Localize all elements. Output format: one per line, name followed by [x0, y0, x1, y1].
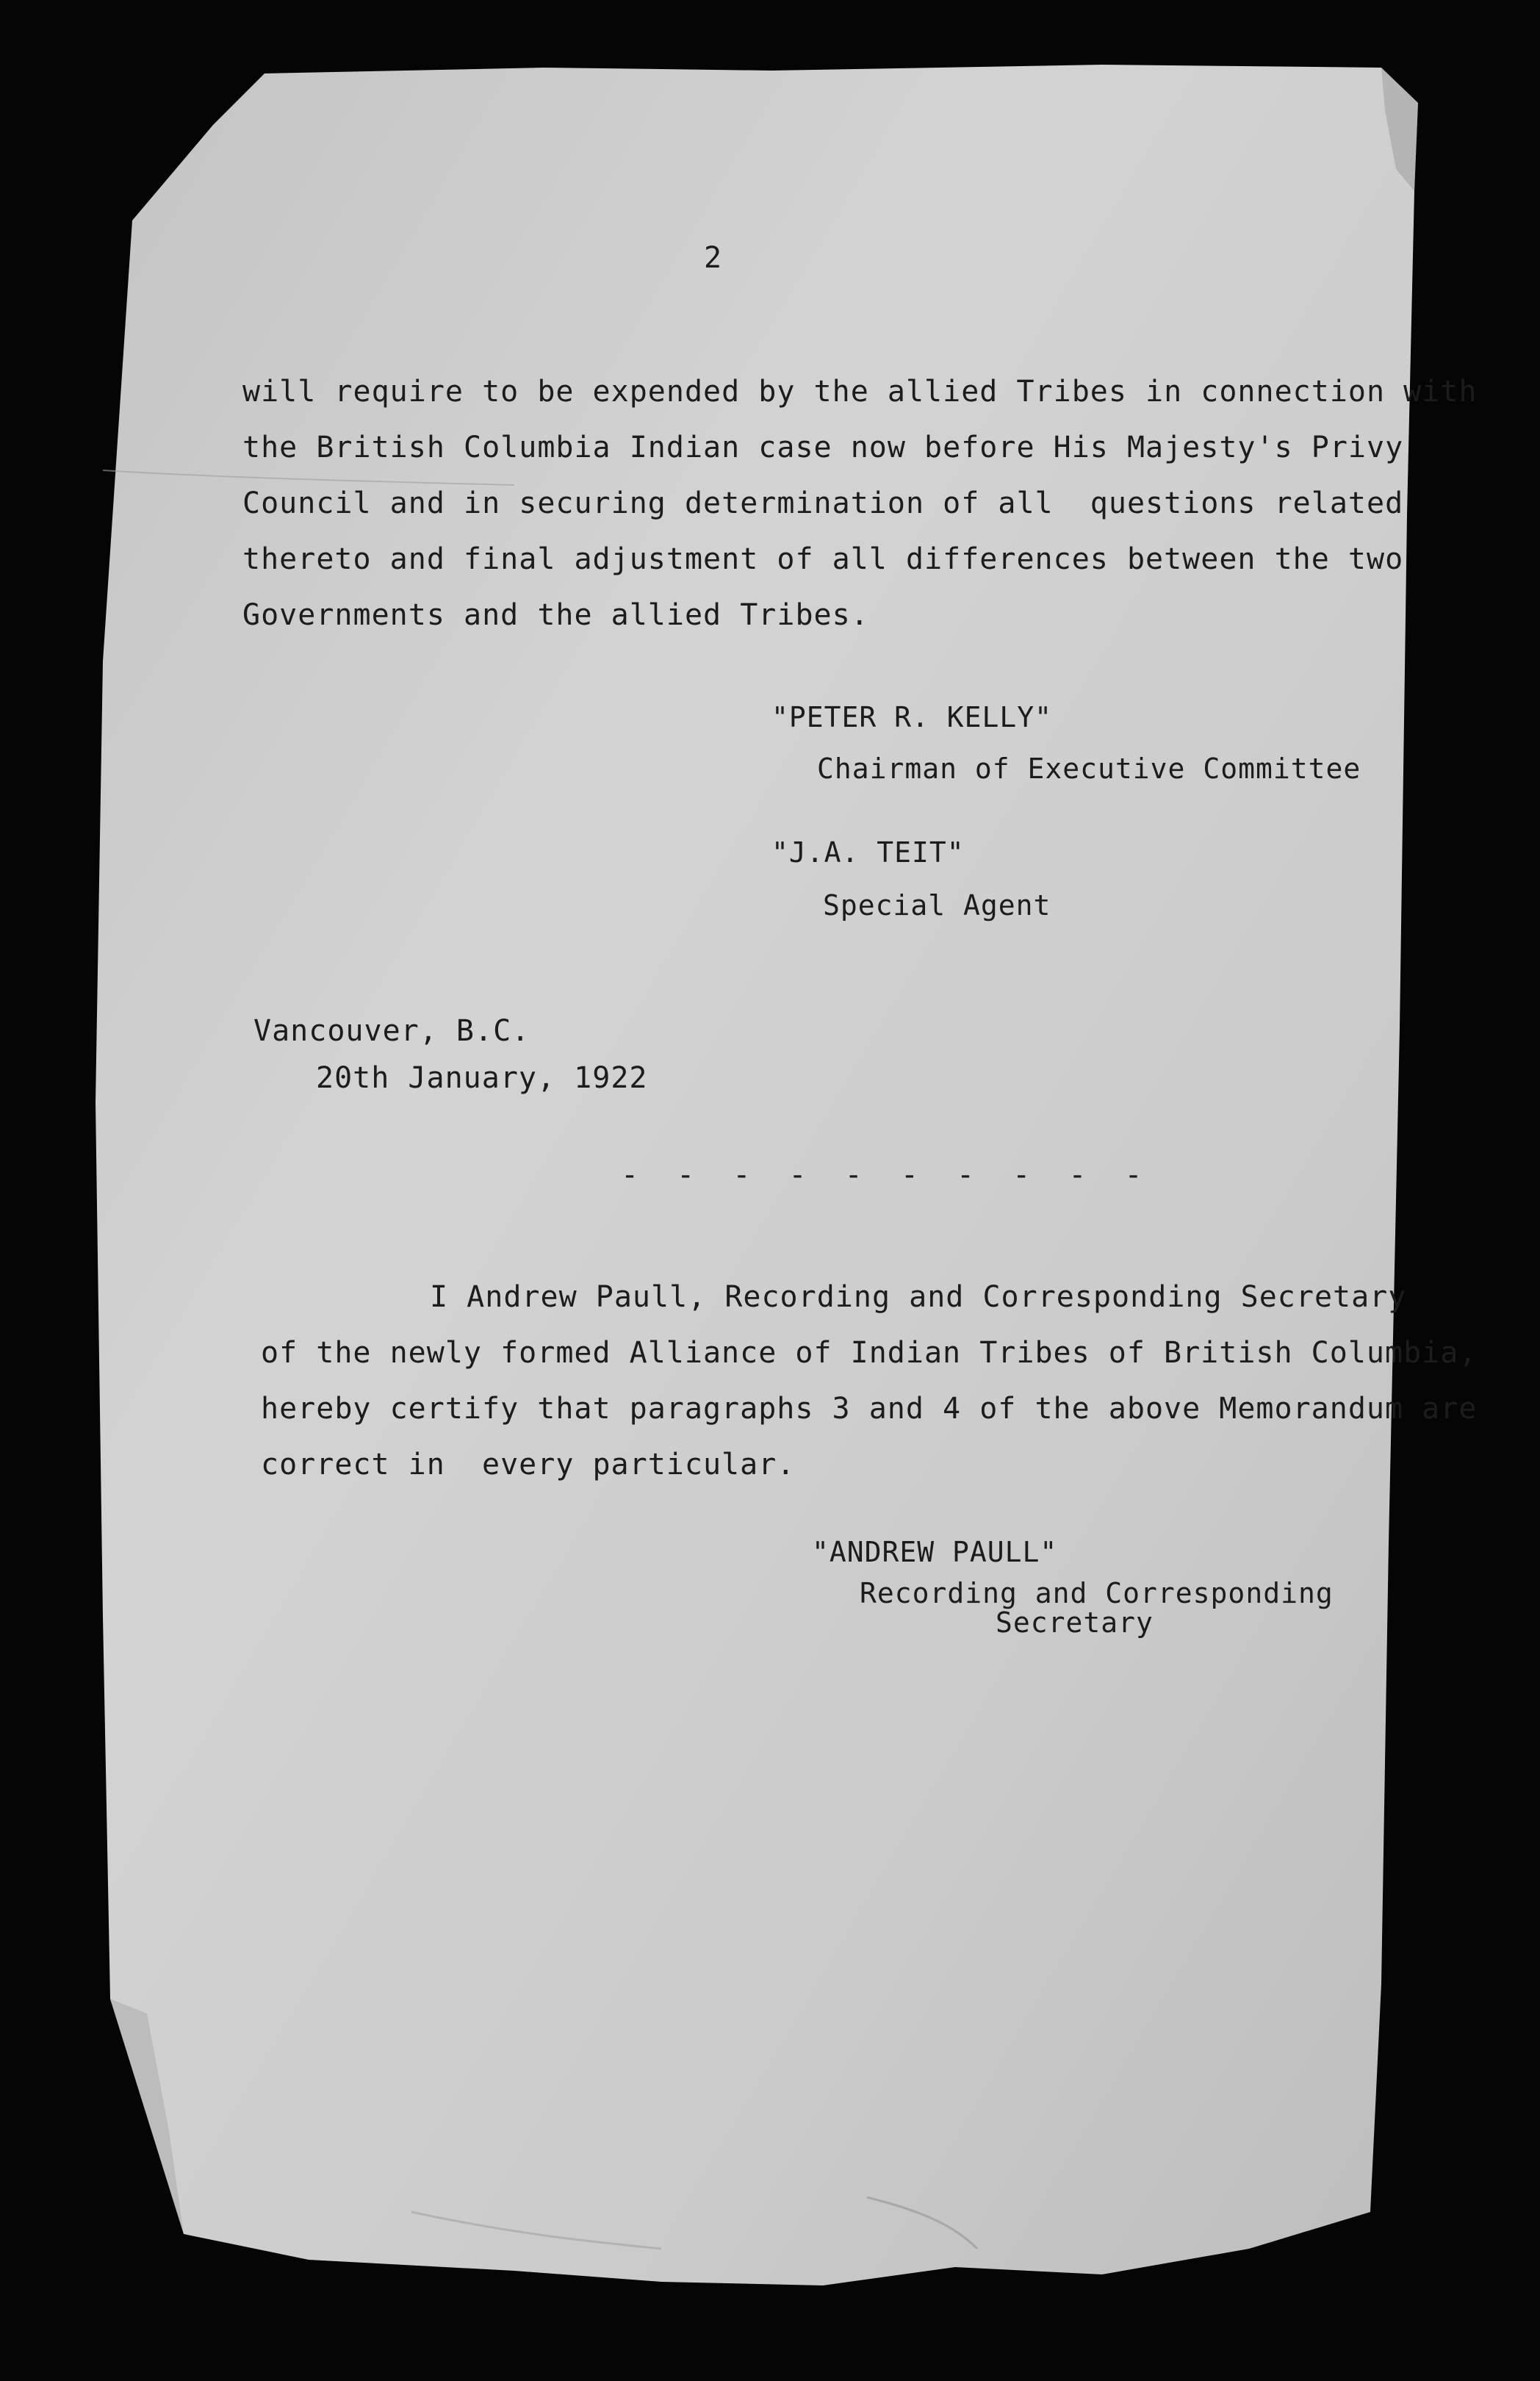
page-number: 2	[704, 241, 723, 275]
signature-title: Recording and Corresponding	[860, 1577, 1334, 1609]
separator-line: - - - - - - - - - -	[621, 1158, 1153, 1192]
paragraph-line: will require to be expended by the allied Tribes in connection with	[242, 375, 1478, 409]
paragraph-line: thereto and final adjustment of all differences between the two	[242, 542, 1404, 576]
date: 20th January, 1922	[316, 1061, 648, 1095]
paragraph-line: Governments and the allied Tribes.	[242, 598, 869, 632]
paragraph-line: correct in every particular.	[261, 1448, 796, 1482]
signature-title: Chairman of Executive Committee	[817, 753, 1361, 785]
paragraph-line: of the newly formed Alliance of Indian Tribes of British Columbia,	[261, 1336, 1478, 1370]
signature-name: "J.A. TEIT"	[771, 836, 965, 869]
paragraph-line: the British Columbia Indian case now before His Majesty's Privy	[242, 431, 1404, 464]
paragraph-line: I Andrew Paull, Recording and Corresponding Secretary	[430, 1280, 1407, 1314]
paragraph-line: hereby certify that paragraphs 3 and 4 of the above Memorandum are	[261, 1392, 1478, 1426]
signature-title: Special Agent	[823, 889, 1051, 922]
paragraph-line: Council and in securing determination of all questions related	[242, 486, 1404, 520]
signature-title: Secretary	[996, 1606, 1154, 1639]
signature-name: "PETER R. KELLY"	[771, 701, 1053, 733]
place: Vancouver, B.C.	[253, 1014, 530, 1048]
signature-name: "ANDREW PAULL"	[812, 1536, 1058, 1568]
